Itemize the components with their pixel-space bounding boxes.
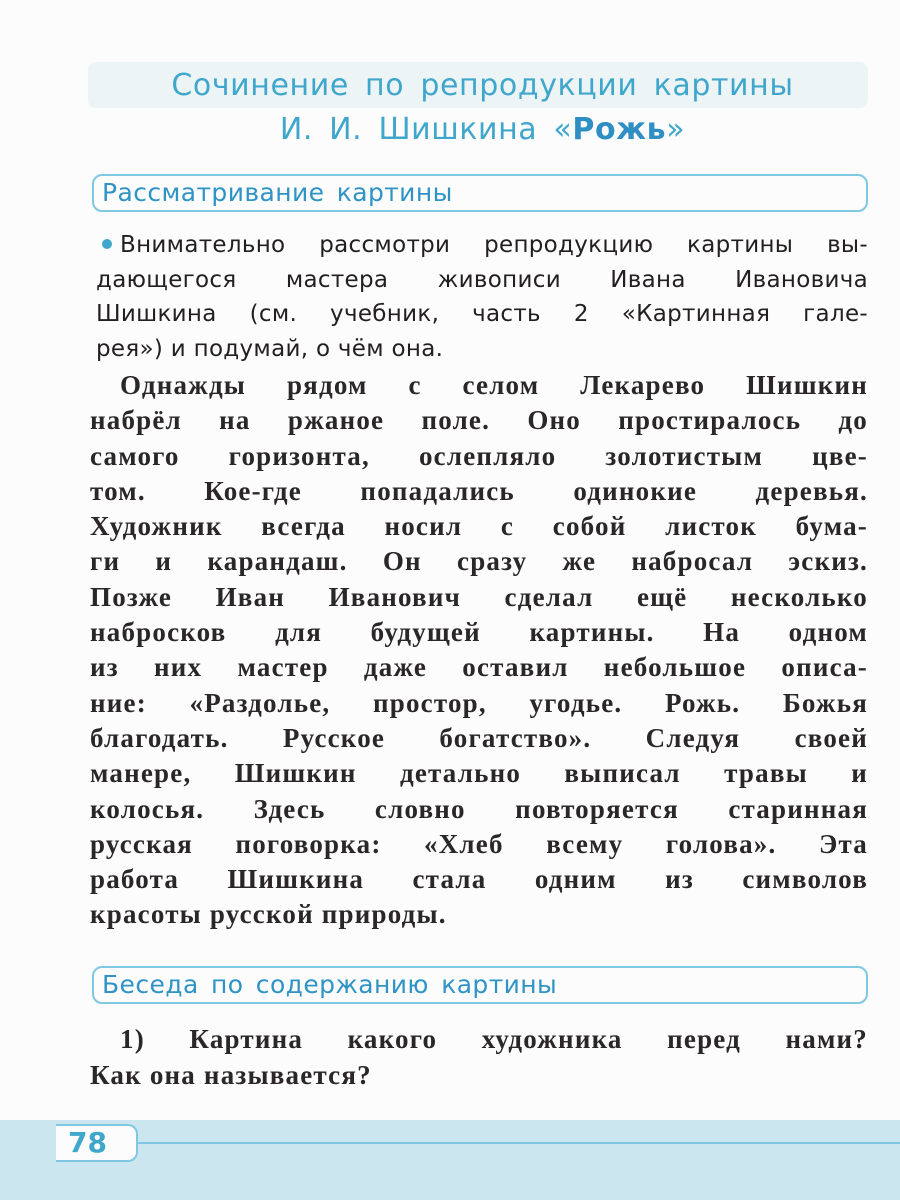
title-quote-close: »	[666, 112, 686, 147]
story-line: Художник всегда носил с собой листок бума-	[90, 511, 868, 542]
title-author: И. И. Шишкина «	[279, 112, 573, 147]
title-line-2	[0, 108, 900, 152]
page-number: 78	[68, 1126, 107, 1159]
story-line: набросков для будущей картины. На одном	[90, 617, 868, 648]
instruction-line: Внимательно рассмотри репродукцию картины вы-	[96, 228, 868, 263]
story-line: ние: «Раздолье, простор, угодье. Рожь. Божья	[90, 687, 868, 718]
story-line: Однажды рядом с селом Лекарево Шишкин	[120, 370, 868, 400]
section-heading-discussion: Беседа по содержанию картины	[92, 966, 868, 1004]
story-line: колосья. Здесь словно повторяется старинная	[90, 793, 868, 824]
story-line: русская поговорка: «Хлеб всему голова». Эта	[90, 828, 868, 859]
story-line: Позже Иван Иванович сделал ещё несколько	[90, 581, 868, 612]
question-1	[90, 1021, 868, 1093]
story-line: работа Шишкина стала одним из символов	[90, 864, 868, 895]
story-line: из них мастер даже оставил небольшое описа-	[90, 652, 868, 683]
title-line-1: Сочинение по репродукции картины	[171, 68, 794, 103]
question-line: 1) Картина какого художника перед нами?	[120, 1024, 868, 1054]
story-paragraph	[90, 368, 868, 933]
instruction-paragraph	[96, 228, 868, 366]
story-line: благодать. Русское богатство». Следуя своей	[90, 722, 868, 753]
instruction-line: дающегося мастера живописи Ивана Ивановича	[96, 266, 868, 293]
story-line: набрёл на ржаное поле. Оно простиралось до	[90, 405, 868, 436]
footer-rule	[138, 1142, 900, 1144]
title-painting: Рожь	[572, 112, 667, 147]
instruction-line: рея») и подумай, о чём она.	[96, 335, 444, 362]
section-heading-viewing: Рассматривание картины	[92, 174, 868, 212]
question-line: Как она называется?	[90, 1060, 372, 1090]
instruction-line: Шишкина (см. учебник, часть 2 «Картинная гале-	[96, 301, 868, 327]
page-title	[0, 64, 900, 152]
story-line: манере, Шишкин детально выписал травы и	[90, 758, 868, 789]
story-line: ги и карандаш. Он сразу же набросал эскиз.	[90, 546, 868, 577]
story-line: том. Кое-где попадались одинокие деревья.	[90, 475, 868, 506]
bullet-icon	[102, 239, 112, 249]
story-line: красоты русской природы.	[90, 899, 447, 930]
story-line: самого горизонта, ослепляло золотистым цве-	[90, 440, 868, 471]
